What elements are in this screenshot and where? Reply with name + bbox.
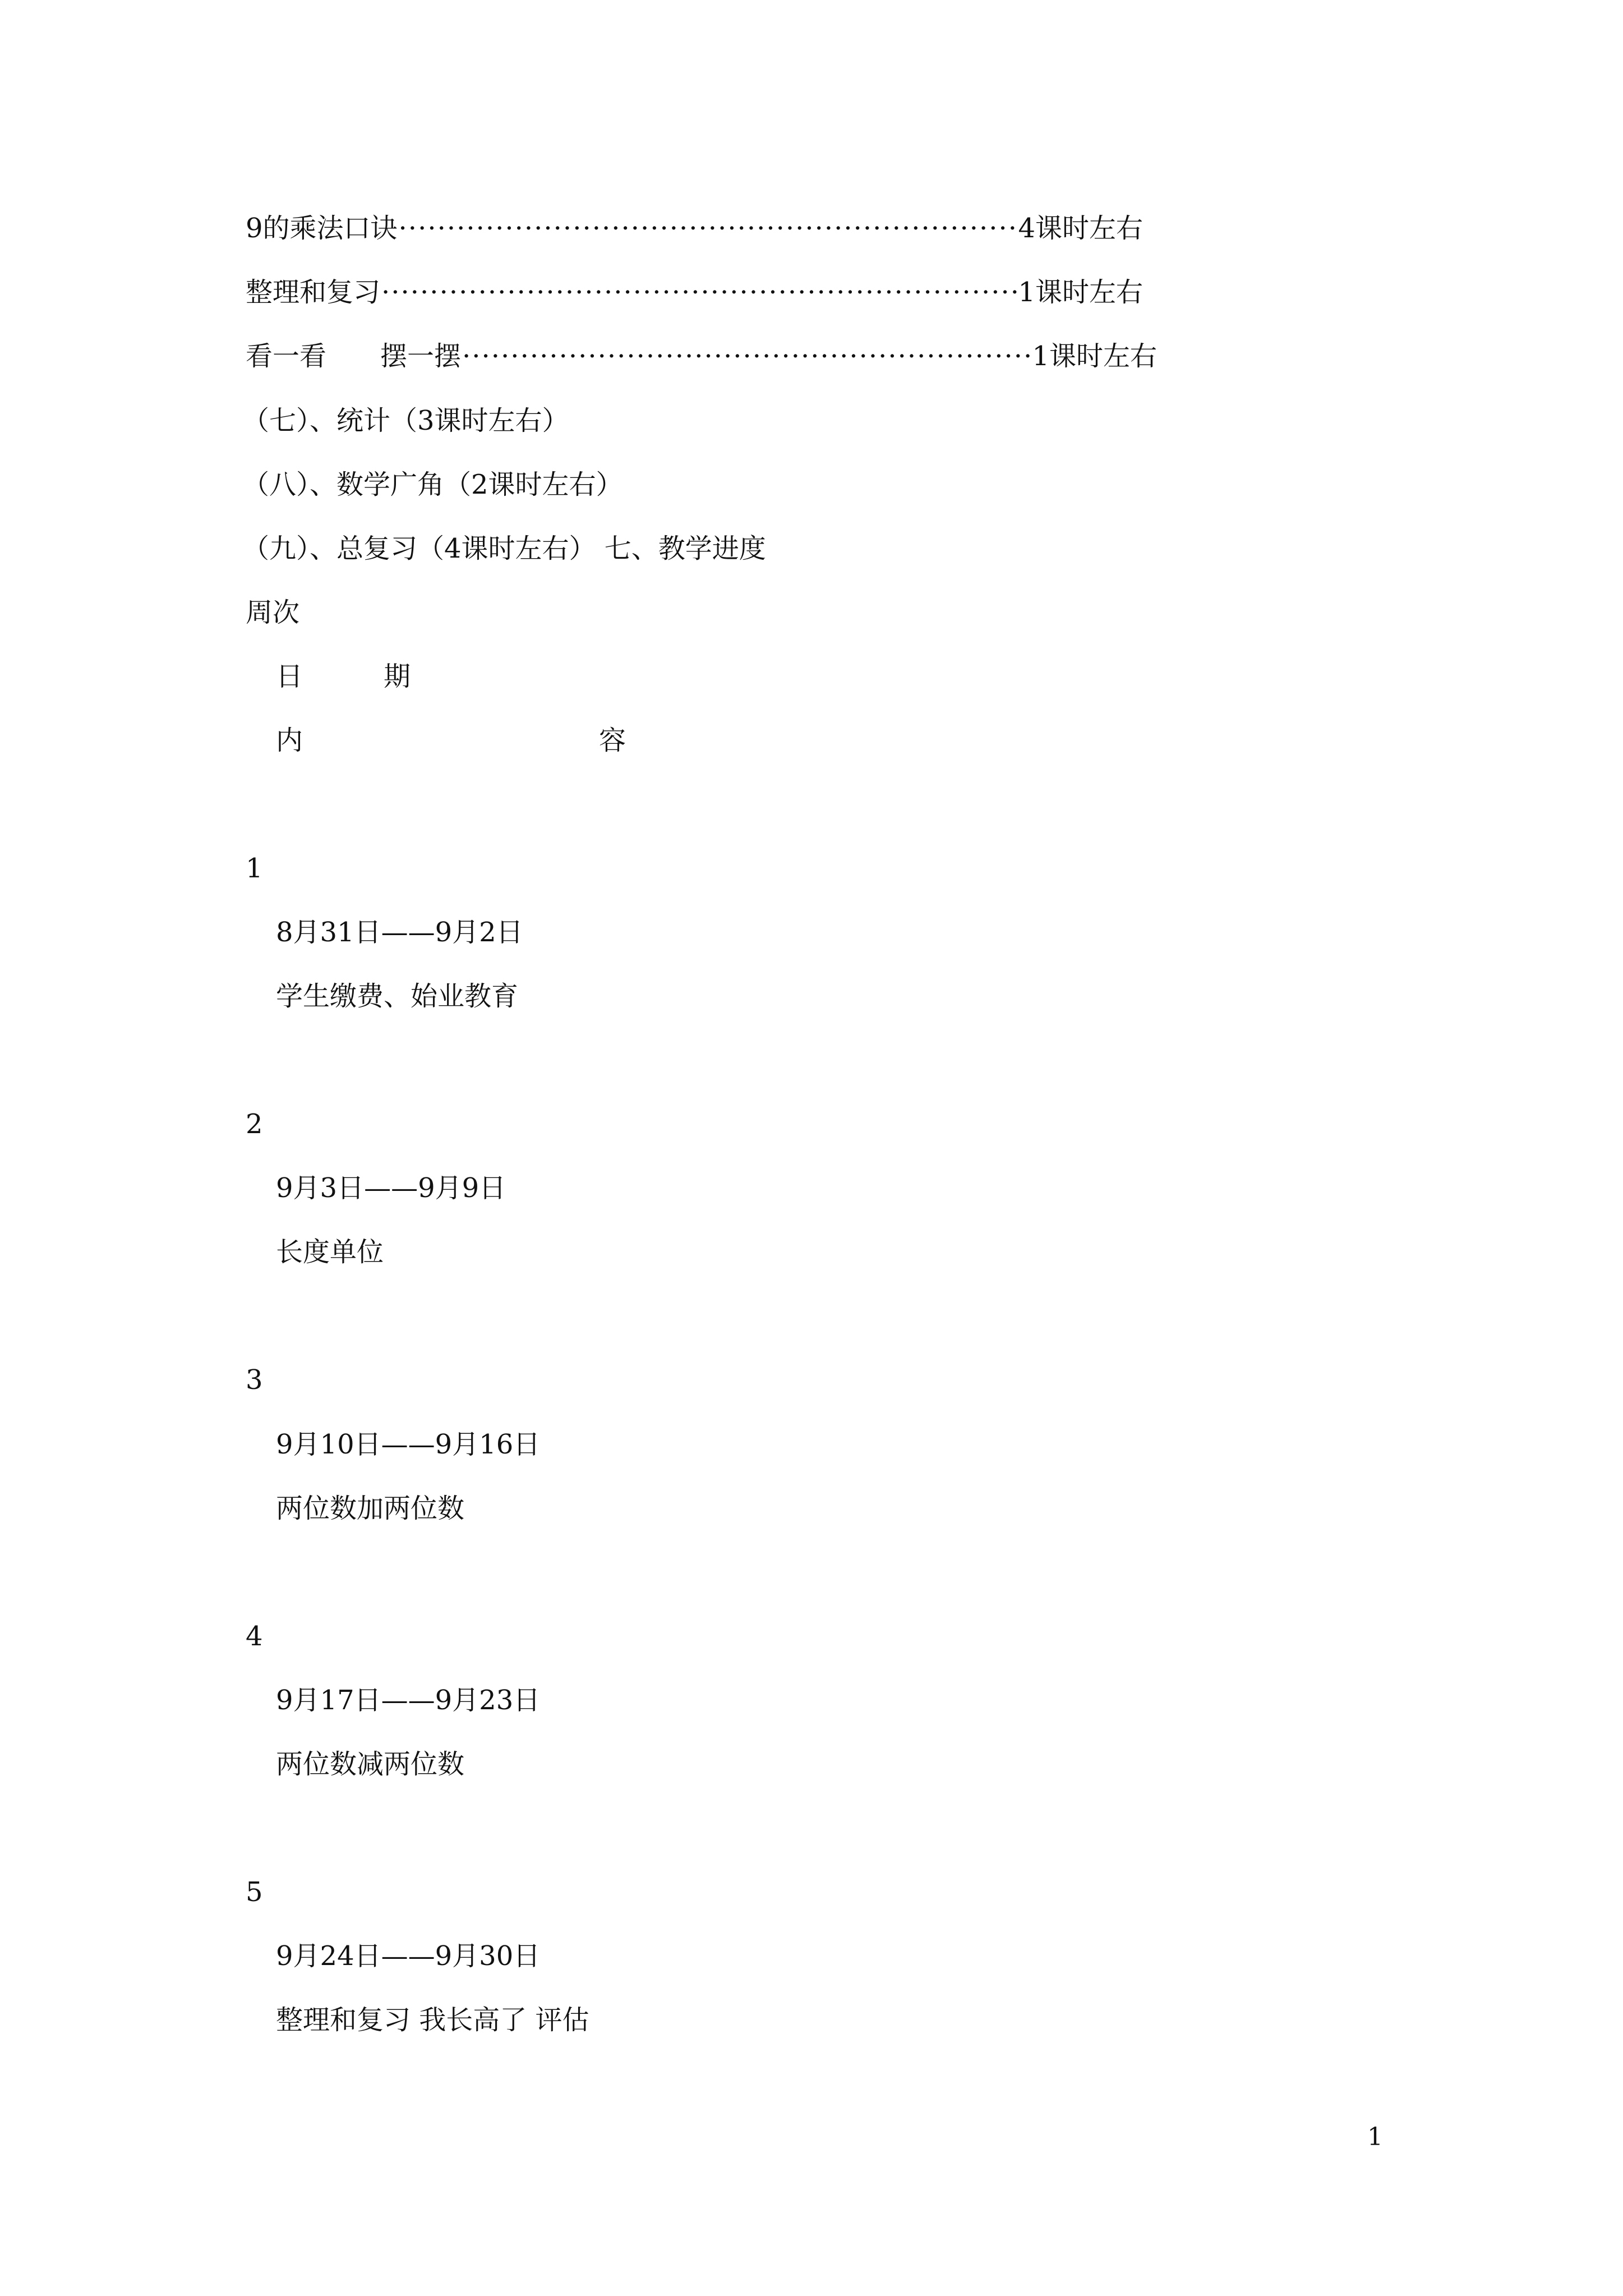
toc-line	[246, 211, 1143, 245]
page-number: 1	[1367, 2123, 1383, 2151]
toc-line	[246, 339, 1157, 373]
schedule-date-range: 9月24日——9月30日	[276, 1940, 541, 1972]
schedule-date-range: 9月3日——9月9日	[276, 1172, 506, 1204]
section-heading: （八）、数学广角（2课时左右）	[242, 469, 623, 500]
schedule-week-number: 1	[246, 853, 263, 884]
schedule-week-number: 3	[246, 1364, 263, 1396]
toc-title: 9的乘法口诀	[246, 213, 398, 244]
toc-title: 看一看 摆一摆	[246, 341, 462, 372]
schedule-header-date: 日 期	[276, 661, 411, 692]
toc-hours: 1课时左右	[1018, 277, 1143, 308]
schedule-header-content: 内 容	[276, 725, 626, 756]
toc-hours: 4课时左右	[1018, 213, 1143, 244]
section-heading: （七）、统计（3课时左右）	[242, 405, 569, 436]
schedule-date-range: 9月17日——9月23日	[276, 1685, 541, 1716]
schedule-content: 整理和复习 我长高了 评估	[276, 2004, 589, 2036]
toc-dot-leader	[461, 339, 1032, 373]
schedule-header-week: 周次	[246, 597, 300, 628]
schedule-content: 两位数加两位数	[276, 1493, 465, 1524]
schedule-content: 学生缴费、始业教育	[276, 981, 519, 1012]
toc-dot-leader	[380, 275, 1018, 309]
section-heading: （九）、总复习（4课时左右） 七、教学进度	[242, 533, 766, 564]
schedule-week-number: 2	[246, 1108, 263, 1140]
schedule-date-range: 8月31日——9月2日	[276, 917, 523, 948]
schedule-content: 两位数减两位数	[276, 1749, 465, 1780]
toc-dot-leader	[398, 211, 1018, 245]
toc-title: 整理和复习	[246, 277, 381, 308]
toc-hours: 1课时左右	[1032, 341, 1157, 372]
schedule-week-number: 5	[246, 1876, 263, 1908]
schedule-date-range: 9月10日——9月16日	[276, 1429, 541, 1460]
schedule-week-number: 4	[246, 1621, 263, 1652]
toc-line	[246, 275, 1143, 309]
schedule-content: 长度单位	[276, 1236, 384, 1268]
